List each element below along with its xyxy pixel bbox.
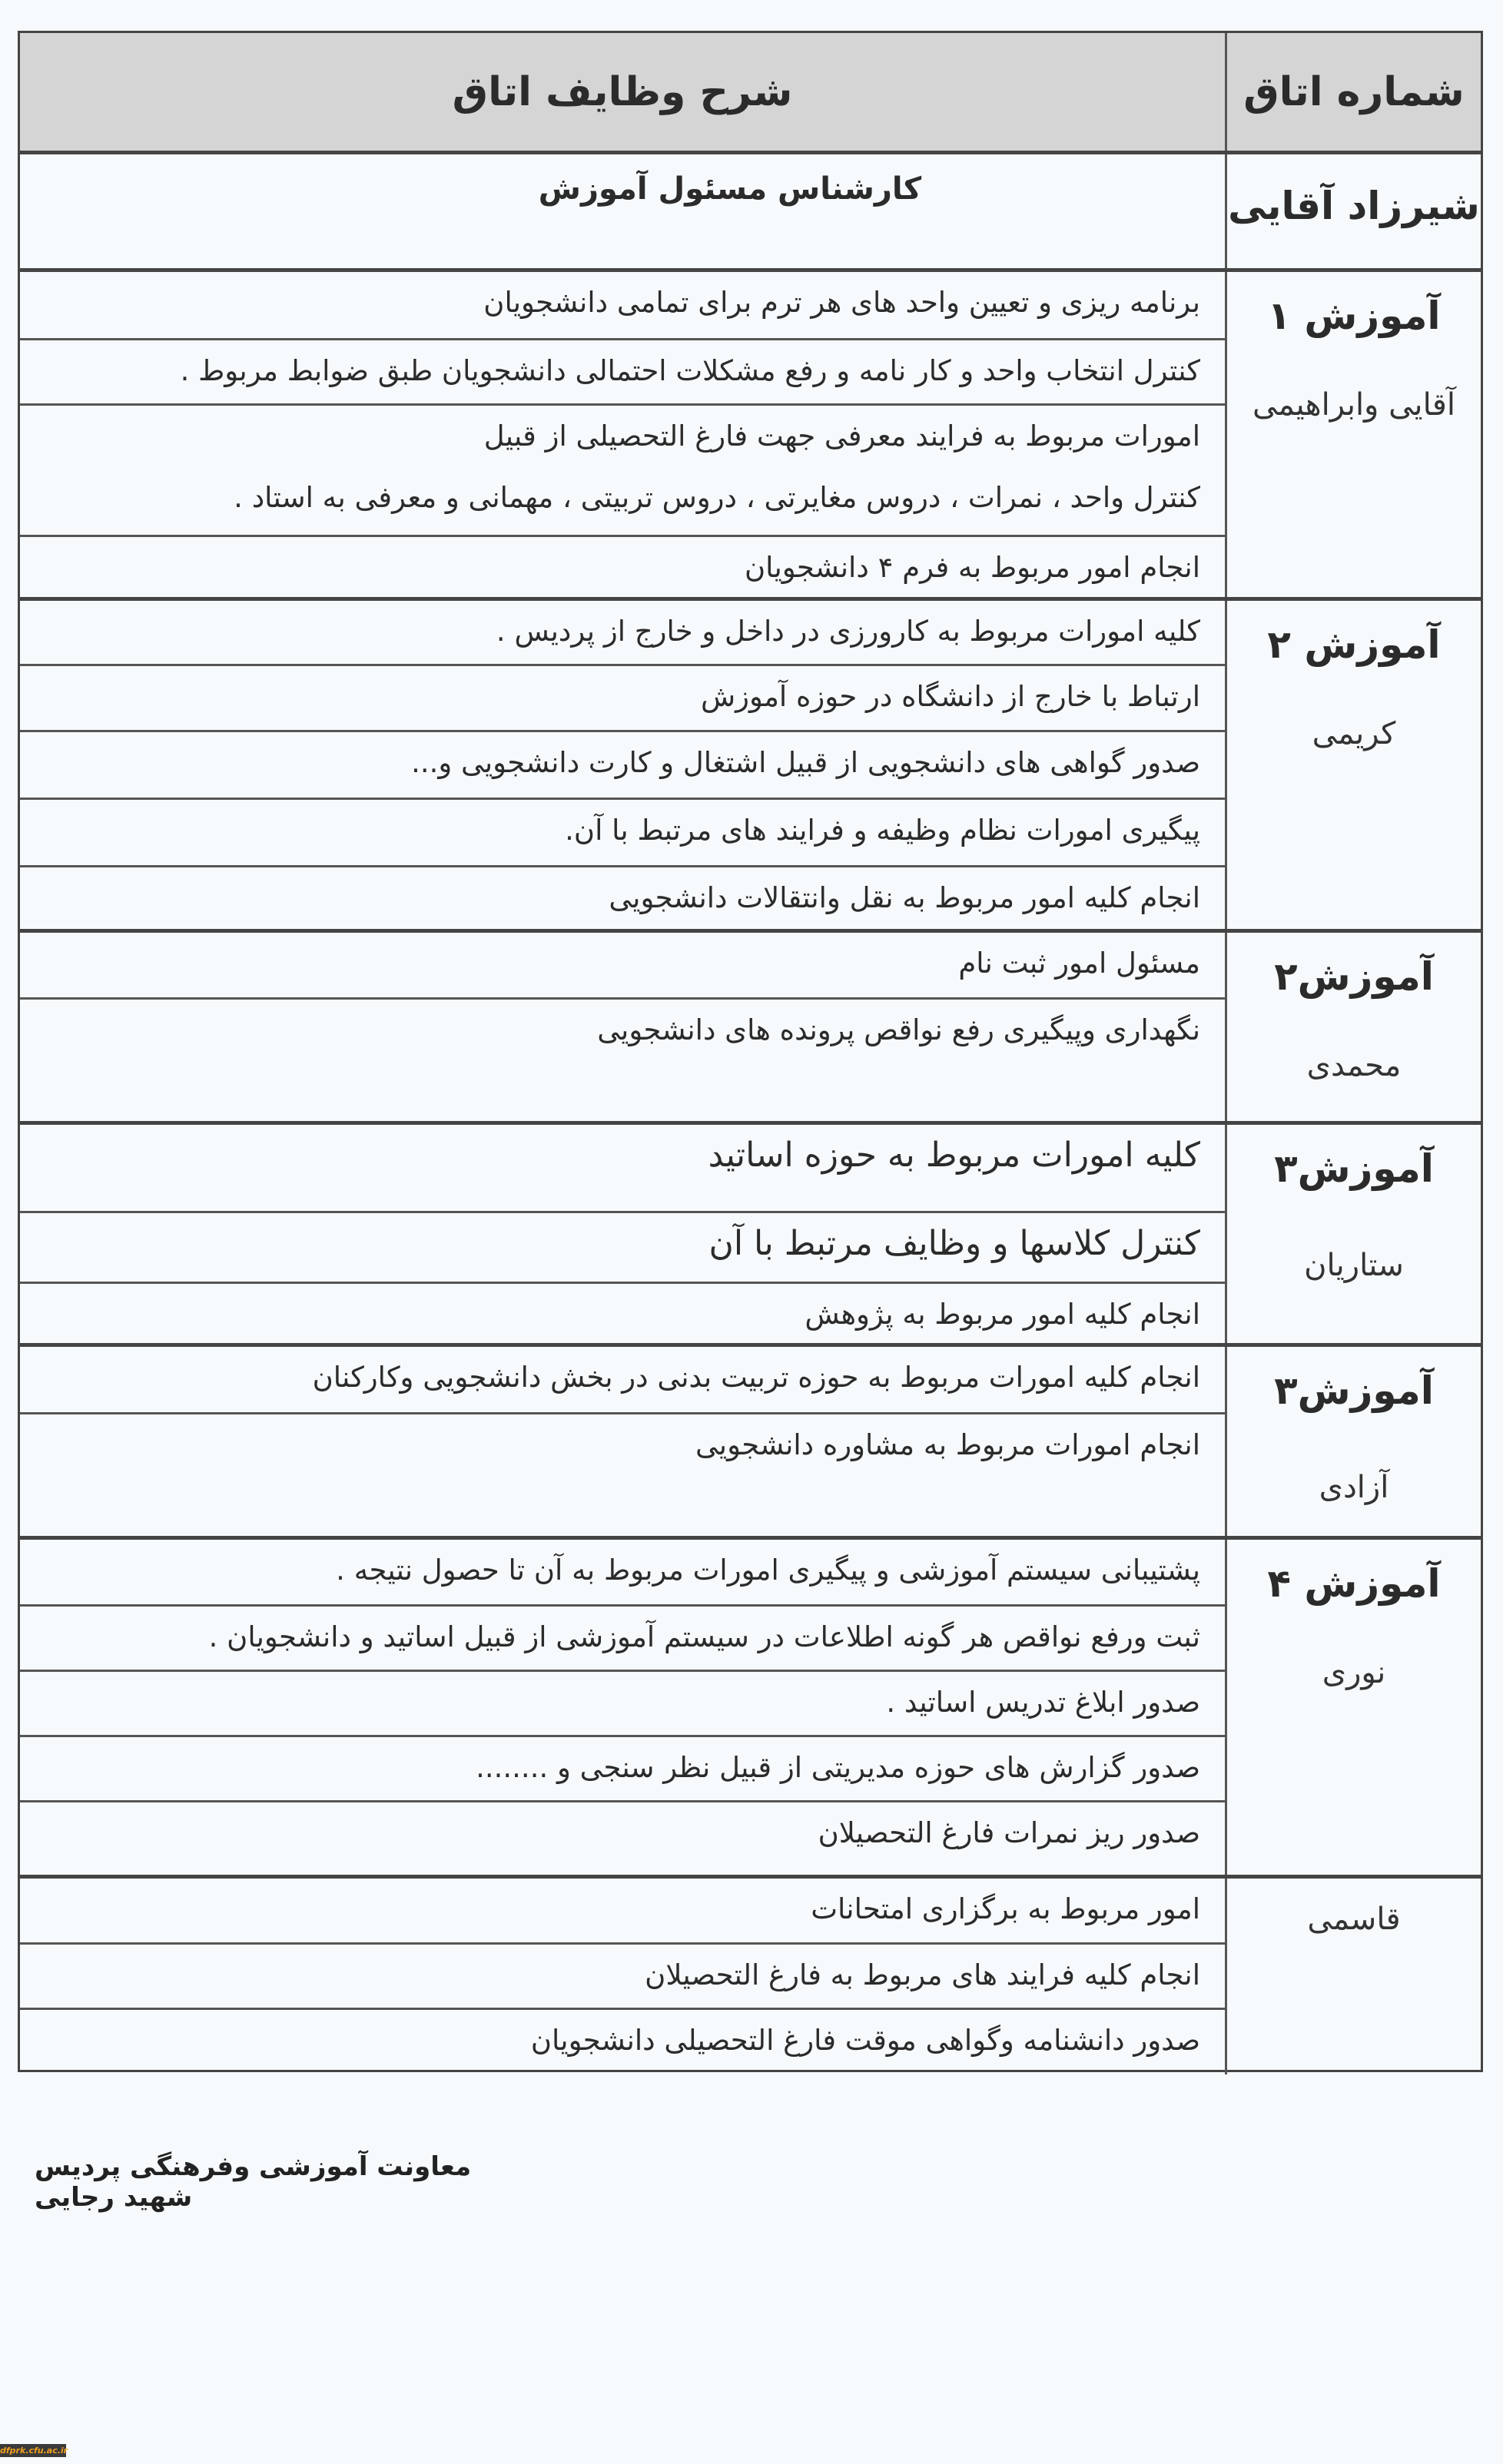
staff-name: قاسمی xyxy=(1307,1902,1401,1937)
duties-cell xyxy=(20,601,1225,929)
room-cell xyxy=(1225,272,1481,597)
duty-text: کنترل انتخاب واحد و کار نامه و رفع مشکلات احتمالی دانشجویان طبق ضوابط مربوط . xyxy=(180,354,1200,387)
room-group xyxy=(20,1875,1481,2074)
room-number: آموزش۳ xyxy=(1274,1146,1434,1191)
duty-item xyxy=(20,664,1225,730)
duties-cell xyxy=(20,272,1225,597)
duty-item xyxy=(20,272,1225,338)
duties-cell xyxy=(20,1125,1225,1343)
duty-text: نگهداری وپیگیری رفع نواقص پرونده های دانشجویی xyxy=(597,1013,1200,1046)
duty-item xyxy=(20,1412,1225,1536)
duty-item xyxy=(20,730,1225,798)
room-group xyxy=(20,1121,1481,1343)
staff-name: آزادی xyxy=(1319,1470,1389,1505)
staff-name: ستاریان xyxy=(1304,1248,1404,1283)
duty-item xyxy=(20,798,1225,865)
duty-text: صدور گزارش های حوزه مدیریتی از قبیل نظر سنجی و ........ xyxy=(476,1751,1200,1784)
duties-table xyxy=(18,31,1483,2072)
duty-text: ثبت ورفع نواقص هر گونه اطلاعات در سیستم آموزشی از قبیل اساتید و دانشجویان . xyxy=(208,1620,1200,1653)
room-cell xyxy=(1225,1540,1481,1875)
room-cell xyxy=(1225,933,1481,1121)
duty-item xyxy=(20,1540,1225,1604)
duty-item xyxy=(20,1800,1225,1875)
duty-item xyxy=(20,403,1225,535)
duty-text: انجام کلیه فرایند های مربوط به فارغ التحصیلان xyxy=(645,1958,1200,1991)
duty-item xyxy=(20,997,1225,1121)
duty-text: انجام امورات مربوط به مشاوره دانشجویی xyxy=(695,1428,1200,1461)
room-cell xyxy=(1225,1879,1481,2074)
duty-item xyxy=(20,535,1225,597)
duty-item xyxy=(20,2008,1225,2074)
duty-item xyxy=(20,1879,1225,1942)
duty-item xyxy=(20,1125,1225,1211)
duties-cell xyxy=(20,933,1225,1121)
duty-text: صدور گواهی های دانشجویی از قبیل اشتغال و کارت دانشجویی و... xyxy=(411,746,1200,779)
duty-item xyxy=(20,338,1225,403)
header-duties-cell xyxy=(20,33,1225,151)
duties-cell xyxy=(20,1879,1225,2074)
room-group xyxy=(20,597,1481,929)
room-cell xyxy=(1225,1125,1481,1343)
footer-signature: معاونت آموزشی وفرهنگی پردیس شهید رجایی xyxy=(35,2151,472,2213)
duty-text: کلیه امورات مربوط به کارورزی در داخل و خارج از پردیس . xyxy=(496,615,1200,648)
duty-text: امور مربوط به برگزاری امتحانات xyxy=(811,1892,1200,1925)
duty-text: صدور دانشنامه وگواهی موقت فارغ التحصیلی دانشجویان xyxy=(530,2024,1200,2057)
head-row xyxy=(20,151,1481,268)
duty-item xyxy=(20,1282,1225,1343)
duty-text: انجام کلیه امور مربوط به پژوهش xyxy=(805,1298,1200,1331)
watermark-logo: dfprk.cfu.ac.ir xyxy=(0,2446,68,2456)
head-role-cell xyxy=(20,154,1225,268)
duty-text: پیگیری امورات نظام وظیفه و فرایند های مرتبط با آن. xyxy=(565,814,1200,847)
duty-item xyxy=(20,1942,1225,2008)
duty-text: انجام کلیه امور مربوط به نقل وانتقالات دانشجویی xyxy=(609,881,1200,914)
duty-text: مسئول امور ثبت نام xyxy=(958,947,1200,980)
duty-item xyxy=(20,1735,1225,1800)
room-number: آموزش۳ xyxy=(1274,1368,1434,1413)
duty-text: ارتباط با خارج از دانشگاه در حوزه آموزش xyxy=(700,680,1200,713)
duty-text: کنترل واحد ، نمرات ، دروس مغایرتی ، دروس تربیتی ، مهمانی و معرفی به استاد . xyxy=(234,481,1200,514)
duty-item xyxy=(20,1347,1225,1412)
room-number: آموزش ۱ xyxy=(1267,293,1441,338)
duty-text: انجام کلیه امورات مربوط به حوزه تربیت بدنی در بخش دانشجویی وکارکنان xyxy=(312,1361,1200,1394)
duty-text: کلیه امورات مربوط به حوزه اساتید xyxy=(708,1136,1200,1175)
duty-item xyxy=(20,933,1225,997)
duty-text: پشتیبانی سیستم آموزشی و پیگیری امورات مربوط به آن تا حصول نتیجه . xyxy=(336,1554,1200,1587)
room-number: آموزش ۲ xyxy=(1267,622,1441,667)
staff-name: کریمی xyxy=(1312,716,1396,751)
room-group xyxy=(20,929,1481,1121)
room-group xyxy=(20,1343,1481,1536)
staff-name: آقایی وابراهیمی xyxy=(1252,387,1455,423)
duty-text: انجام امور مربوط به فرم ۴ دانشجویان xyxy=(745,551,1200,584)
duty-item xyxy=(20,1670,1225,1735)
duty-item xyxy=(20,1211,1225,1282)
head-person: شیرزاد آقایی xyxy=(1228,184,1480,228)
head-person-cell xyxy=(1225,154,1481,268)
room-group xyxy=(20,268,1481,597)
duty-text: صدور ریز نمرات فارغ التحصیلان xyxy=(818,1816,1200,1849)
duties-cell xyxy=(20,1347,1225,1536)
duty-text: امورات مربوط به فرایند معرفی جهت فارغ التحصیلی از قبیل xyxy=(483,420,1200,453)
duty-item xyxy=(20,1604,1225,1670)
duty-text: صدور ابلاغ تدریس اساتید . xyxy=(886,1686,1200,1719)
room-cell xyxy=(1225,1347,1481,1536)
header-duties: شرح وظایف اتاق xyxy=(452,68,793,115)
head-role: کارشناس مسئول آموزش xyxy=(538,171,922,207)
duty-item xyxy=(20,865,1225,929)
header-room-cell xyxy=(1225,33,1481,151)
room-group xyxy=(20,1536,1481,1875)
duty-text: کنترل کلاسها و وظایف مرتبط با آن xyxy=(708,1224,1200,1263)
room-number: آموزش۲ xyxy=(1274,954,1434,999)
room-number: آموزش ۴ xyxy=(1267,1561,1441,1606)
room-cell xyxy=(1225,601,1481,929)
duty-text: برنامه ریزی و تعیین واحد های هر ترم برای تمامی دانشجویان xyxy=(483,286,1200,319)
duty-item xyxy=(20,601,1225,664)
table-header xyxy=(20,33,1481,151)
staff-name: محمدی xyxy=(1306,1048,1402,1083)
duties-cell xyxy=(20,1540,1225,1875)
staff-name: نوری xyxy=(1322,1655,1386,1690)
header-room-number: شماره اتاق xyxy=(1243,68,1465,115)
